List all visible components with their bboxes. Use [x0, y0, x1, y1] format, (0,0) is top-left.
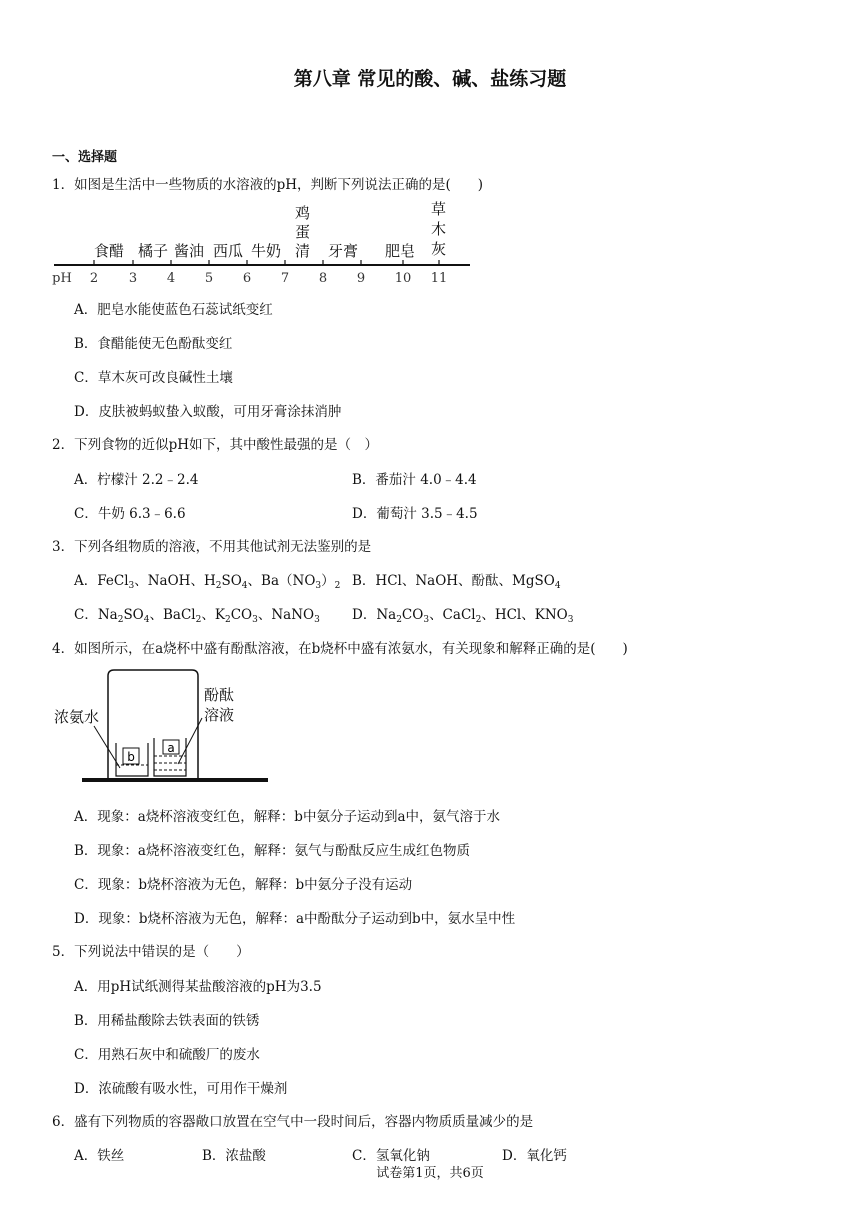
section-heading: 一、选择题 — [52, 150, 118, 165]
q6-option-d: D．氧化钙 — [502, 1148, 567, 1164]
q1-option-d: D．皮肤被蚂蚁蛰入蚁酸，可用牙膏涂抹消肿 — [74, 404, 342, 420]
question-6-stem: 6．盛有下列物质的容器敞口放置在空气中一段时间后，容器内物质质量减少的是 — [52, 1114, 534, 1130]
beaker-experiment-figure — [52, 668, 272, 788]
question-5-stem: 5．下列说法中错误的是（ ） — [52, 944, 250, 960]
ph-scale-figure — [52, 198, 482, 290]
question-4-stem: 4．如图所示，在a烧杯中盛有酚酞溶液，在b烧杯中盛有浓氨水，有关现象和解释正确的是( ) — [52, 641, 628, 657]
base-plate — [82, 778, 268, 782]
q6-option-b: B．浓盐酸 — [202, 1148, 266, 1164]
page-title: 第八章 常见的酸、碱、盐练习题 — [293, 68, 567, 90]
q1-option-a: A．肥皂水能使蓝色石蕊试纸变红 — [74, 302, 273, 318]
q3-option-a: A．FeCl$_3$、NaOH、$H_2SO_4$、$Ba(NO_3)_2$ — [74, 573, 341, 591]
ph-tick-8: 8 — [318, 271, 328, 286]
q6-option-a: A．铁丝 — [74, 1148, 125, 1164]
q1-option-c: C．草木灰可改良碱性土壤 — [74, 370, 233, 386]
ph-tick-5: 5 — [204, 271, 214, 286]
q4-option-a: A．现象：a烧杯溶液变红色，解释：b中氨分子运动到a中，氨气溶于水 — [74, 809, 500, 825]
label-egg-white-3: 清 — [295, 242, 311, 260]
q5-option-d: D．浓硫酸有吸水性，可用作干燥剂 — [74, 1081, 288, 1097]
label-milk: 牛奶 — [251, 242, 282, 260]
q5-option-b: B．用稀盐酸除去铁表面的铁锈 — [74, 1013, 260, 1029]
ph-tick-6: 6 — [242, 271, 252, 286]
ph-tick-11: 11 — [430, 271, 448, 286]
q2-option-a: A．柠檬汁 2.2﹣2.4 — [74, 472, 199, 488]
q4-option-c: C．现象：b烧杯溶液为无色，解释：b中氨分子没有运动 — [74, 877, 413, 893]
q3-option-c: C．$Na_2SO_4$、BaCl$_2$、$K_2CO_3$、NaNO$_3$ — [74, 607, 320, 625]
label-soap: 肥皂 — [385, 242, 416, 260]
q4-option-d: D．现象：b烧杯溶液为无色，解释：a中酚酞分子运动到b中，氨水呈中性 — [74, 911, 516, 927]
beaker-a-label: a — [167, 741, 175, 755]
q3-option-d: D．$Na_2CO_3$、CaCl$_2$、HCl、$KNO_3$ — [352, 607, 574, 625]
label-phenolphthalein-2: 溶液 — [204, 706, 235, 724]
label-ash-2: 木 — [431, 220, 447, 238]
ph-tick-3: 3 — [128, 271, 138, 286]
q1-option-b: B．食醋能使无色酚酞变红 — [74, 336, 233, 352]
q3-option-b: B．HCl、NaOH、酚酞、MgSO$_4$ — [352, 573, 561, 591]
label-ash-3: 灰 — [431, 240, 447, 258]
label-egg-white-1: 鸡 — [295, 204, 311, 222]
label-watermelon: 西瓜 — [213, 242, 244, 260]
q2-option-b: B．番茄汁 4.0﹣4.4 — [352, 472, 477, 488]
ph-tick-4: 4 — [166, 271, 176, 286]
q4-option-b: B．现象：a烧杯溶液变红色，解释：氨气与酚酞反应生成红色物质 — [74, 843, 470, 859]
label-phenolphthalein-1: 酚酞 — [204, 686, 235, 704]
question-3-stem: 3．下列各组物质的溶液，不用其他试剂无法鉴别的是 — [52, 539, 372, 555]
label-egg-white-2: 蛋 — [295, 223, 311, 241]
label-orange: 橘子 — [138, 242, 169, 260]
label-toothpaste: 牙膏 — [328, 242, 359, 260]
q2-option-d: D．葡萄汁 3.5﹣4.5 — [352, 506, 478, 522]
q6-option-c: C．氢氧化钠 — [352, 1148, 430, 1164]
ph-tick-7: 7 — [280, 271, 290, 286]
q2-option-c: C．牛奶 6.3﹣6.6 — [74, 506, 186, 522]
beaker-b-label: b — [127, 750, 135, 764]
ph-tick-10: 10 — [394, 271, 412, 286]
question-1-stem: 1．如图是生活中一些物质的水溶液的pH，判断下列说法正确的是( ) — [52, 177, 484, 193]
label-vinegar: 食醋 — [94, 242, 125, 260]
question-2-stem: 2．下列食物的近似pH如下，其中酸性最强的是（ ） — [52, 437, 379, 453]
ph-tick-2: 2 — [89, 271, 99, 286]
ph-tick-9: 9 — [356, 271, 366, 286]
q5-option-a: A．用pH试纸测得某盐酸溶液的pH为3.5 — [74, 979, 322, 995]
page-footer: 试卷第1页，共6页 — [376, 1166, 484, 1181]
label-concentrated-ammonia: 浓氨水 — [54, 708, 100, 726]
ph-axis-label: pH — [52, 271, 72, 286]
label-soy-sauce: 酱油 — [174, 242, 205, 260]
label-ash-1: 草 — [431, 200, 447, 218]
q5-option-c: C．用熟石灰中和硫酸厂的废水 — [74, 1047, 260, 1063]
